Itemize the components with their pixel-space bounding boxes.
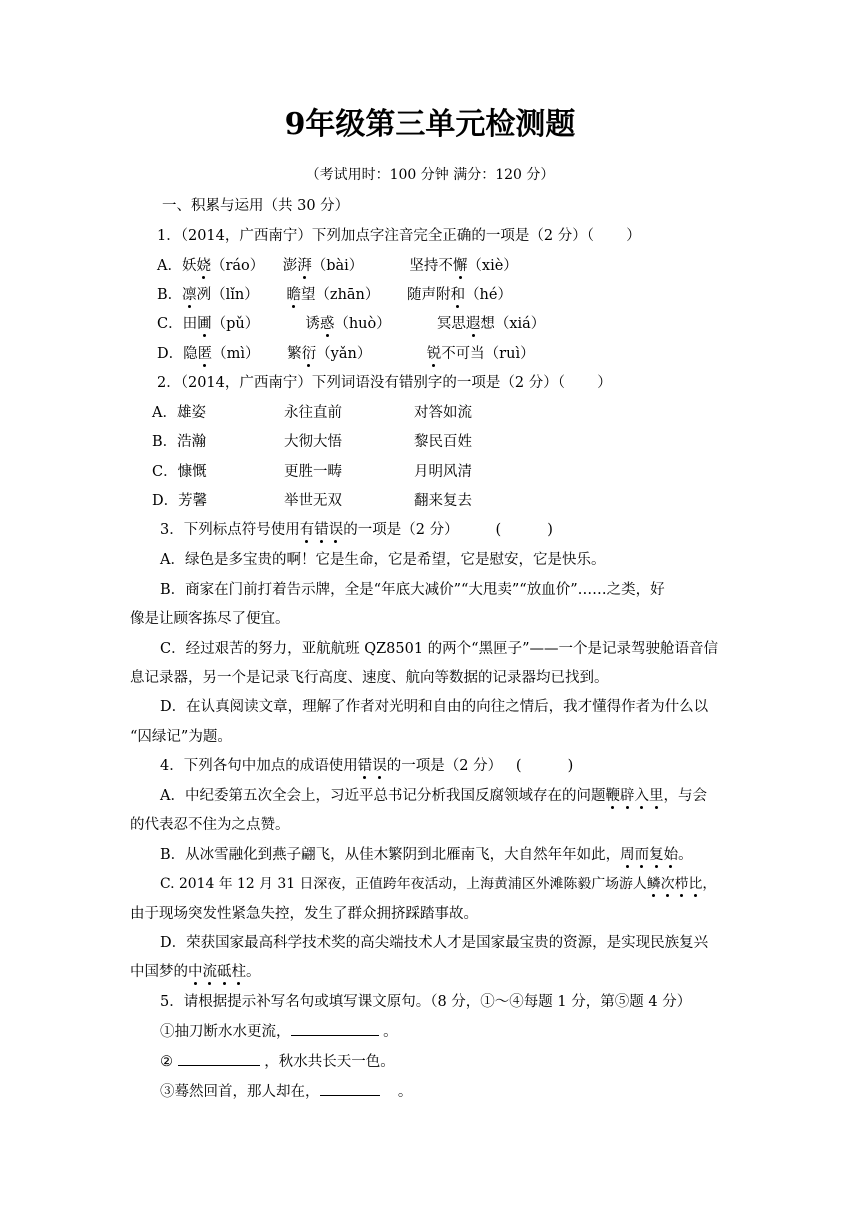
question-2-option-d-2: 举世无双 (284, 493, 342, 509)
question-4-option-d-line1: D．荣获国家最高科学技术奖的高尖端技术人才是国家最宝贵的资源，是实现民族复兴 (160, 935, 709, 951)
question-3-option-a: A．绿色是多宝贵的啊！它是生命，它是希望，它是慰安，它是快乐。 (160, 552, 606, 568)
page-title: 9年级第三单元检测题 (284, 107, 576, 142)
dotted-idiom: 中流砥柱 (188, 964, 246, 980)
dotted-char: 衍 (301, 346, 317, 362)
question-3-option-c-line2: 息记录器，另一个是记录飞行高度、速度、航向等数据的记录器均已找到。 (130, 670, 609, 686)
section-heading: 一、积累与运用（共 30 分） (162, 198, 350, 214)
question-1-stem: 1．（2014，广西南宁）下列加点字注音完全正确的一项是（2 分）（ ） (157, 228, 641, 244)
dotted-idiom: 周而复始 (620, 847, 679, 863)
dotted-char: 遐 (465, 316, 481, 332)
question-2-option-d-3: 翻来复去 (414, 493, 472, 509)
exam-info: （考试用时：100 分钟 满分：120 分） (305, 167, 555, 183)
answer-blank[interactable] (291, 1021, 379, 1036)
question-2-stem: 2．（2014，广西南宁）下列词语没有错别字的一项是（2 分）（ ） (157, 375, 612, 391)
question-4-option-c-line2: 由于现场突发性紧急失控，发生了群众拥挤踩踏事故。 (130, 906, 478, 922)
question-5-item-1: ①抽刀断水水更流， 。 (160, 1021, 398, 1042)
question-4-option-b: B．从冰雪融化到燕子翩飞，从佳木繁阴到北雁南飞，大自然年年如此，周而复始。 (160, 847, 693, 863)
dotted-char: 惑 (319, 316, 335, 332)
question-2-option-c-3: 月明风清 (414, 464, 472, 480)
question-4-option-d-line2: 中国梦的中流砥柱。 (130, 964, 261, 980)
dotted-char: 圃 (197, 316, 212, 332)
question-2-option-b-3: 黎民百姓 (414, 434, 472, 450)
dotted-char: 湃 (297, 258, 312, 274)
dotted-char: 凛 (182, 287, 197, 303)
dotted-char: 懈 (452, 258, 468, 274)
question-2-option-d-1: D．芳馨 (152, 493, 208, 509)
question-2-option-c-1: C．慷慨 (152, 464, 207, 480)
question-2-option-b-2: 大彻大悟 (284, 434, 342, 450)
question-3-option-c-line1: C．经过艰苦的努力，亚航航班 QZ8501 的两个“黑匣子”——一个是记录驾驶舱语音信 (160, 641, 718, 657)
dotted-text: 有错误 (299, 522, 344, 538)
answer-blank[interactable] (320, 1081, 380, 1096)
question-4-stem: 4．下列各句中加点的成语使用错误的一项是（2 分） ( ) (160, 758, 574, 774)
answer-blank[interactable] (178, 1051, 260, 1066)
question-1-option-a: A．妖娆（ráo） 澎湃（bài） 坚持不懈（xiè） (157, 258, 518, 274)
question-5-stem: 5．请根据提示补写名句或填写课文原句。（8 分，①～④每题 1 分，第⑤题 4 分） (160, 994, 692, 1010)
dotted-idiom: 鞭辟入里 (605, 788, 664, 804)
question-2-option-a-3: 对答如流 (414, 405, 472, 421)
question-1-option-d: D．隐匿（mì） 繁衍（yǎn） 锐不可当（ruì） (157, 346, 535, 362)
question-3-option-b-line1: B．商家在门前打着告示牌，全是“年底大减价”“大甩卖”“放血价”……之类，好 (160, 582, 665, 598)
question-2-option-a-1: A．雄姿 (152, 405, 206, 421)
question-1-option-b: B．凛冽（lǐn） 瞻望（zhān） 随声附和（hé） (157, 287, 512, 303)
question-2-option-c-2: 更胜一畴 (284, 464, 342, 480)
dotted-char: 和 (450, 287, 466, 303)
dotted-idiom: 鳞次栉比 (646, 876, 703, 892)
dotted-text: 错误 (357, 758, 387, 774)
question-5-item-2: ② ，秋水共长天一色。 (160, 1051, 395, 1072)
question-3-option-b-line2: 像是让顾客拣尽了便宜。 (130, 611, 290, 627)
question-5-item-3: ③蓦然回首，那人却在， 。 (160, 1081, 412, 1102)
question-2-option-b-1: B．浩瀚 (152, 434, 207, 450)
question-1-option-c: C．田圃（pǔ） 诱惑（huò） 冥思遐想（xiá） (157, 316, 546, 332)
question-3-option-d-line1: D．在认真阅读文章，理解了作者对光明和自由的向往之情后，我才懂得作者为什么以 (160, 699, 709, 715)
dotted-char: 匿 (197, 346, 213, 362)
dotted-char: 娆 (196, 258, 211, 274)
question-4-option-a-line2: 的代表忍不住为之点赞。 (130, 817, 290, 833)
dotted-char: 瞻 (286, 287, 301, 303)
question-4-option-c-line1: C. 2014 年 12 月 31 日深夜，正值跨年夜活动，上海黄浦区外滩陈毅广场游人鳞次栉比， (160, 876, 717, 892)
question-2-option-a-2: 永往直前 (284, 405, 342, 421)
question-3-stem: 3．下列标点符号使用有错误的一项是（2 分） ( ) (160, 522, 553, 538)
dotted-char: 锐 (426, 346, 442, 362)
question-3-option-d-line2: “囚绿记”为题。 (130, 729, 232, 745)
question-4-option-a-line1: A．中纪委第五次全会上，习近平总书记分析我国反腐领域存在的问题鞭辟入里，与会 (160, 788, 707, 804)
